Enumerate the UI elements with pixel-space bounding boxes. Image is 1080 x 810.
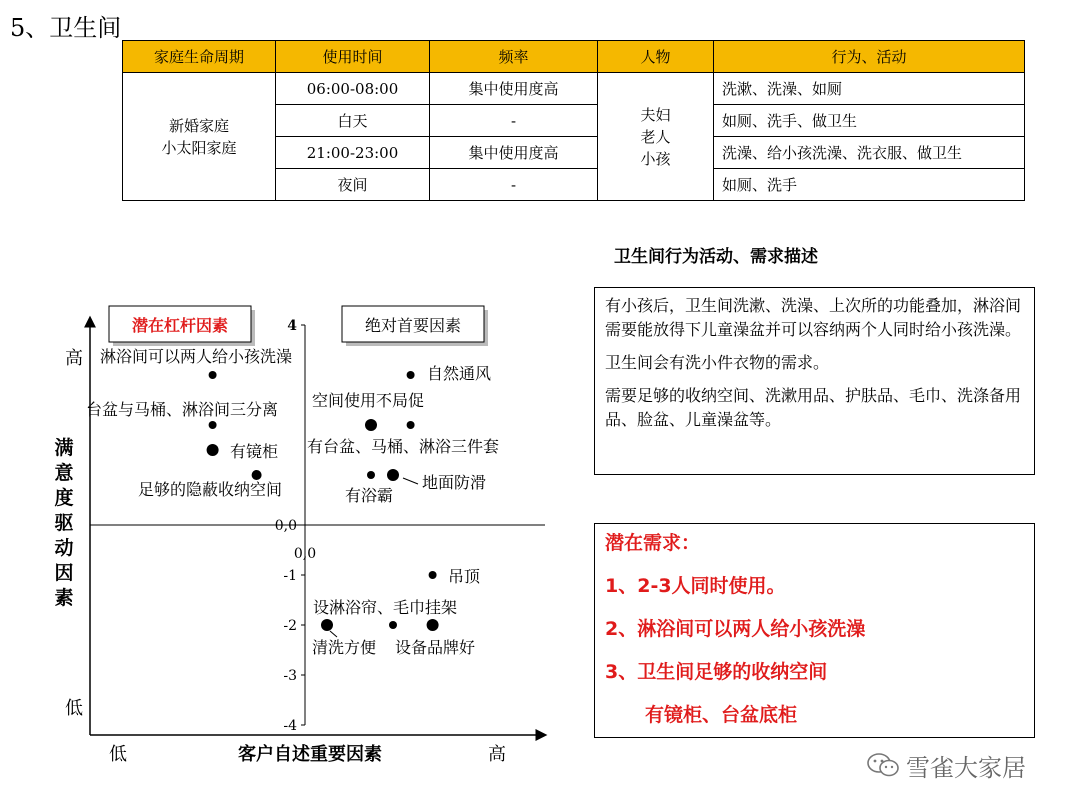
x-origin-label: 0,0	[293, 546, 317, 562]
y-high-label: 高	[65, 348, 83, 369]
description-paragraph: 有小孩后，卫生间洗漱、洗澡、上次所的功能叠加，淋浴间需要能放得下儿童澡盆并可以容纳两个人同时给小孩洗澡。	[605, 296, 1022, 339]
watermark-text: 雪雀大家居	[906, 754, 1026, 782]
latent-need-item: 2、淋浴间可以两人给小孩洗澡	[605, 618, 866, 640]
data-point	[252, 470, 262, 480]
latent-needs-title: 潜在需求：	[605, 532, 701, 554]
data-point	[407, 371, 415, 379]
time-cell: 06:00-08:00	[276, 73, 430, 105]
point-label: 足够的隐蔽收纳空间	[138, 480, 283, 499]
y-axis-title-char: 动	[54, 537, 74, 559]
lifecycle-line: 小太阳家庭	[161, 138, 237, 157]
header-people: 人物	[598, 41, 714, 73]
latent-need-item: 1、2-3人同时使用。	[605, 575, 786, 597]
y-axis-title-char: 因	[54, 562, 74, 584]
header-frequency: 频率	[430, 41, 598, 73]
point-label: 有浴霸	[345, 486, 394, 505]
point-label: 设淋浴帘、毛巾挂架	[313, 598, 458, 617]
data-point	[209, 371, 217, 379]
point-label: 吊顶	[448, 567, 481, 586]
y-low-label: 低	[65, 698, 83, 719]
data-point	[387, 469, 399, 481]
data-point	[365, 419, 377, 431]
description-title: 卫生间行为活动、需求描述	[614, 247, 818, 267]
point-label: 空间使用不局促	[312, 391, 425, 410]
data-point	[367, 471, 375, 479]
time-cell: 21:00-23:00	[276, 137, 430, 169]
activity-cell: 洗澡、给小孩洗澡、洗衣服、做卫生	[714, 137, 1025, 169]
data-point	[207, 444, 219, 456]
activity-cell: 如厕、洗手、做卫生	[714, 105, 1025, 137]
data-point	[321, 619, 333, 631]
header-lifecycle: 家庭生命周期	[123, 41, 276, 73]
y-axis-title-char: 素	[54, 587, 74, 609]
x-high-label: 高	[488, 744, 506, 765]
latent-need-item: 3、卫生间足够的收纳空间	[605, 661, 828, 683]
frequency-cell: 集中使用度高	[430, 73, 598, 105]
data-point	[429, 571, 437, 579]
data-point	[209, 421, 217, 429]
point-label: 台盆与马桶、淋浴间三分离	[86, 400, 279, 419]
description-paragraph: 卫生间会有洗小件衣物的需求。	[605, 353, 830, 372]
data-point	[389, 621, 397, 629]
description-paragraph: 需要足够的收纳空间、洗漱用品、护肤品、毛巾、洗涤备用品、脸盆、儿童澡盆等。	[605, 386, 1022, 429]
frequency-cell: -	[430, 169, 598, 201]
people-cell	[598, 73, 714, 201]
people-line: 小孩	[640, 149, 671, 168]
y-tick-label: -1	[283, 568, 297, 584]
y-axis-title-char: 意	[54, 462, 74, 484]
point-label: 有镜柜	[230, 442, 279, 461]
y-tick-label: 0,0	[274, 518, 297, 534]
y-axis-title-char: 驱	[54, 512, 74, 534]
x-axis-title: 客户自述重要因素	[238, 744, 382, 765]
y-tick-label: -2	[283, 618, 297, 634]
y-tick-label: -3	[283, 668, 297, 684]
quadrant-left-label: 潜在杠杆因素	[131, 316, 229, 335]
leader-line	[403, 478, 418, 484]
y-axis-title-char: 度	[54, 487, 74, 509]
wechat-icon	[866, 752, 902, 778]
activity-cell: 如厕、洗手	[714, 169, 1025, 201]
people-line: 老人	[640, 127, 671, 146]
point-label: 有台盆、马桶、淋浴三件套	[307, 437, 500, 456]
data-point	[427, 619, 439, 631]
point-label: 淋浴间可以两人给小孩洗澡	[100, 347, 293, 366]
header-time: 使用时间	[276, 41, 430, 73]
x-low-label: 低	[109, 744, 127, 765]
data-point	[407, 421, 415, 429]
description-box	[594, 287, 1035, 475]
time-cell: 夜间	[276, 169, 430, 201]
leader-line	[330, 631, 337, 637]
page-title: 5、卫生间	[10, 14, 122, 42]
latent-needs-box	[594, 523, 1035, 738]
frequency-cell: 集中使用度高	[430, 137, 598, 169]
time-cell: 白天	[276, 105, 430, 137]
y-tick-label: -4	[283, 718, 297, 734]
point-label: 地面防滑	[422, 473, 487, 492]
lifecycle-line: 新婚家庭	[168, 116, 229, 135]
point-label: 清洗方便	[312, 638, 377, 657]
header-activity: 行为、活动	[714, 41, 1025, 73]
y-tick-label: 4	[287, 318, 297, 334]
people-line: 夫妇	[640, 105, 671, 124]
point-label: 设备品牌好	[395, 638, 476, 657]
latent-need-item: 有镜柜、台盆底柜	[645, 704, 798, 726]
y-axis-title-char: 满	[54, 437, 74, 459]
quadrant-right-label: 绝对首要因素	[364, 316, 462, 335]
point-label: 自然通风	[427, 364, 492, 383]
activity-cell: 洗漱、洗澡、如厕	[714, 73, 1025, 105]
frequency-cell: -	[430, 105, 598, 137]
